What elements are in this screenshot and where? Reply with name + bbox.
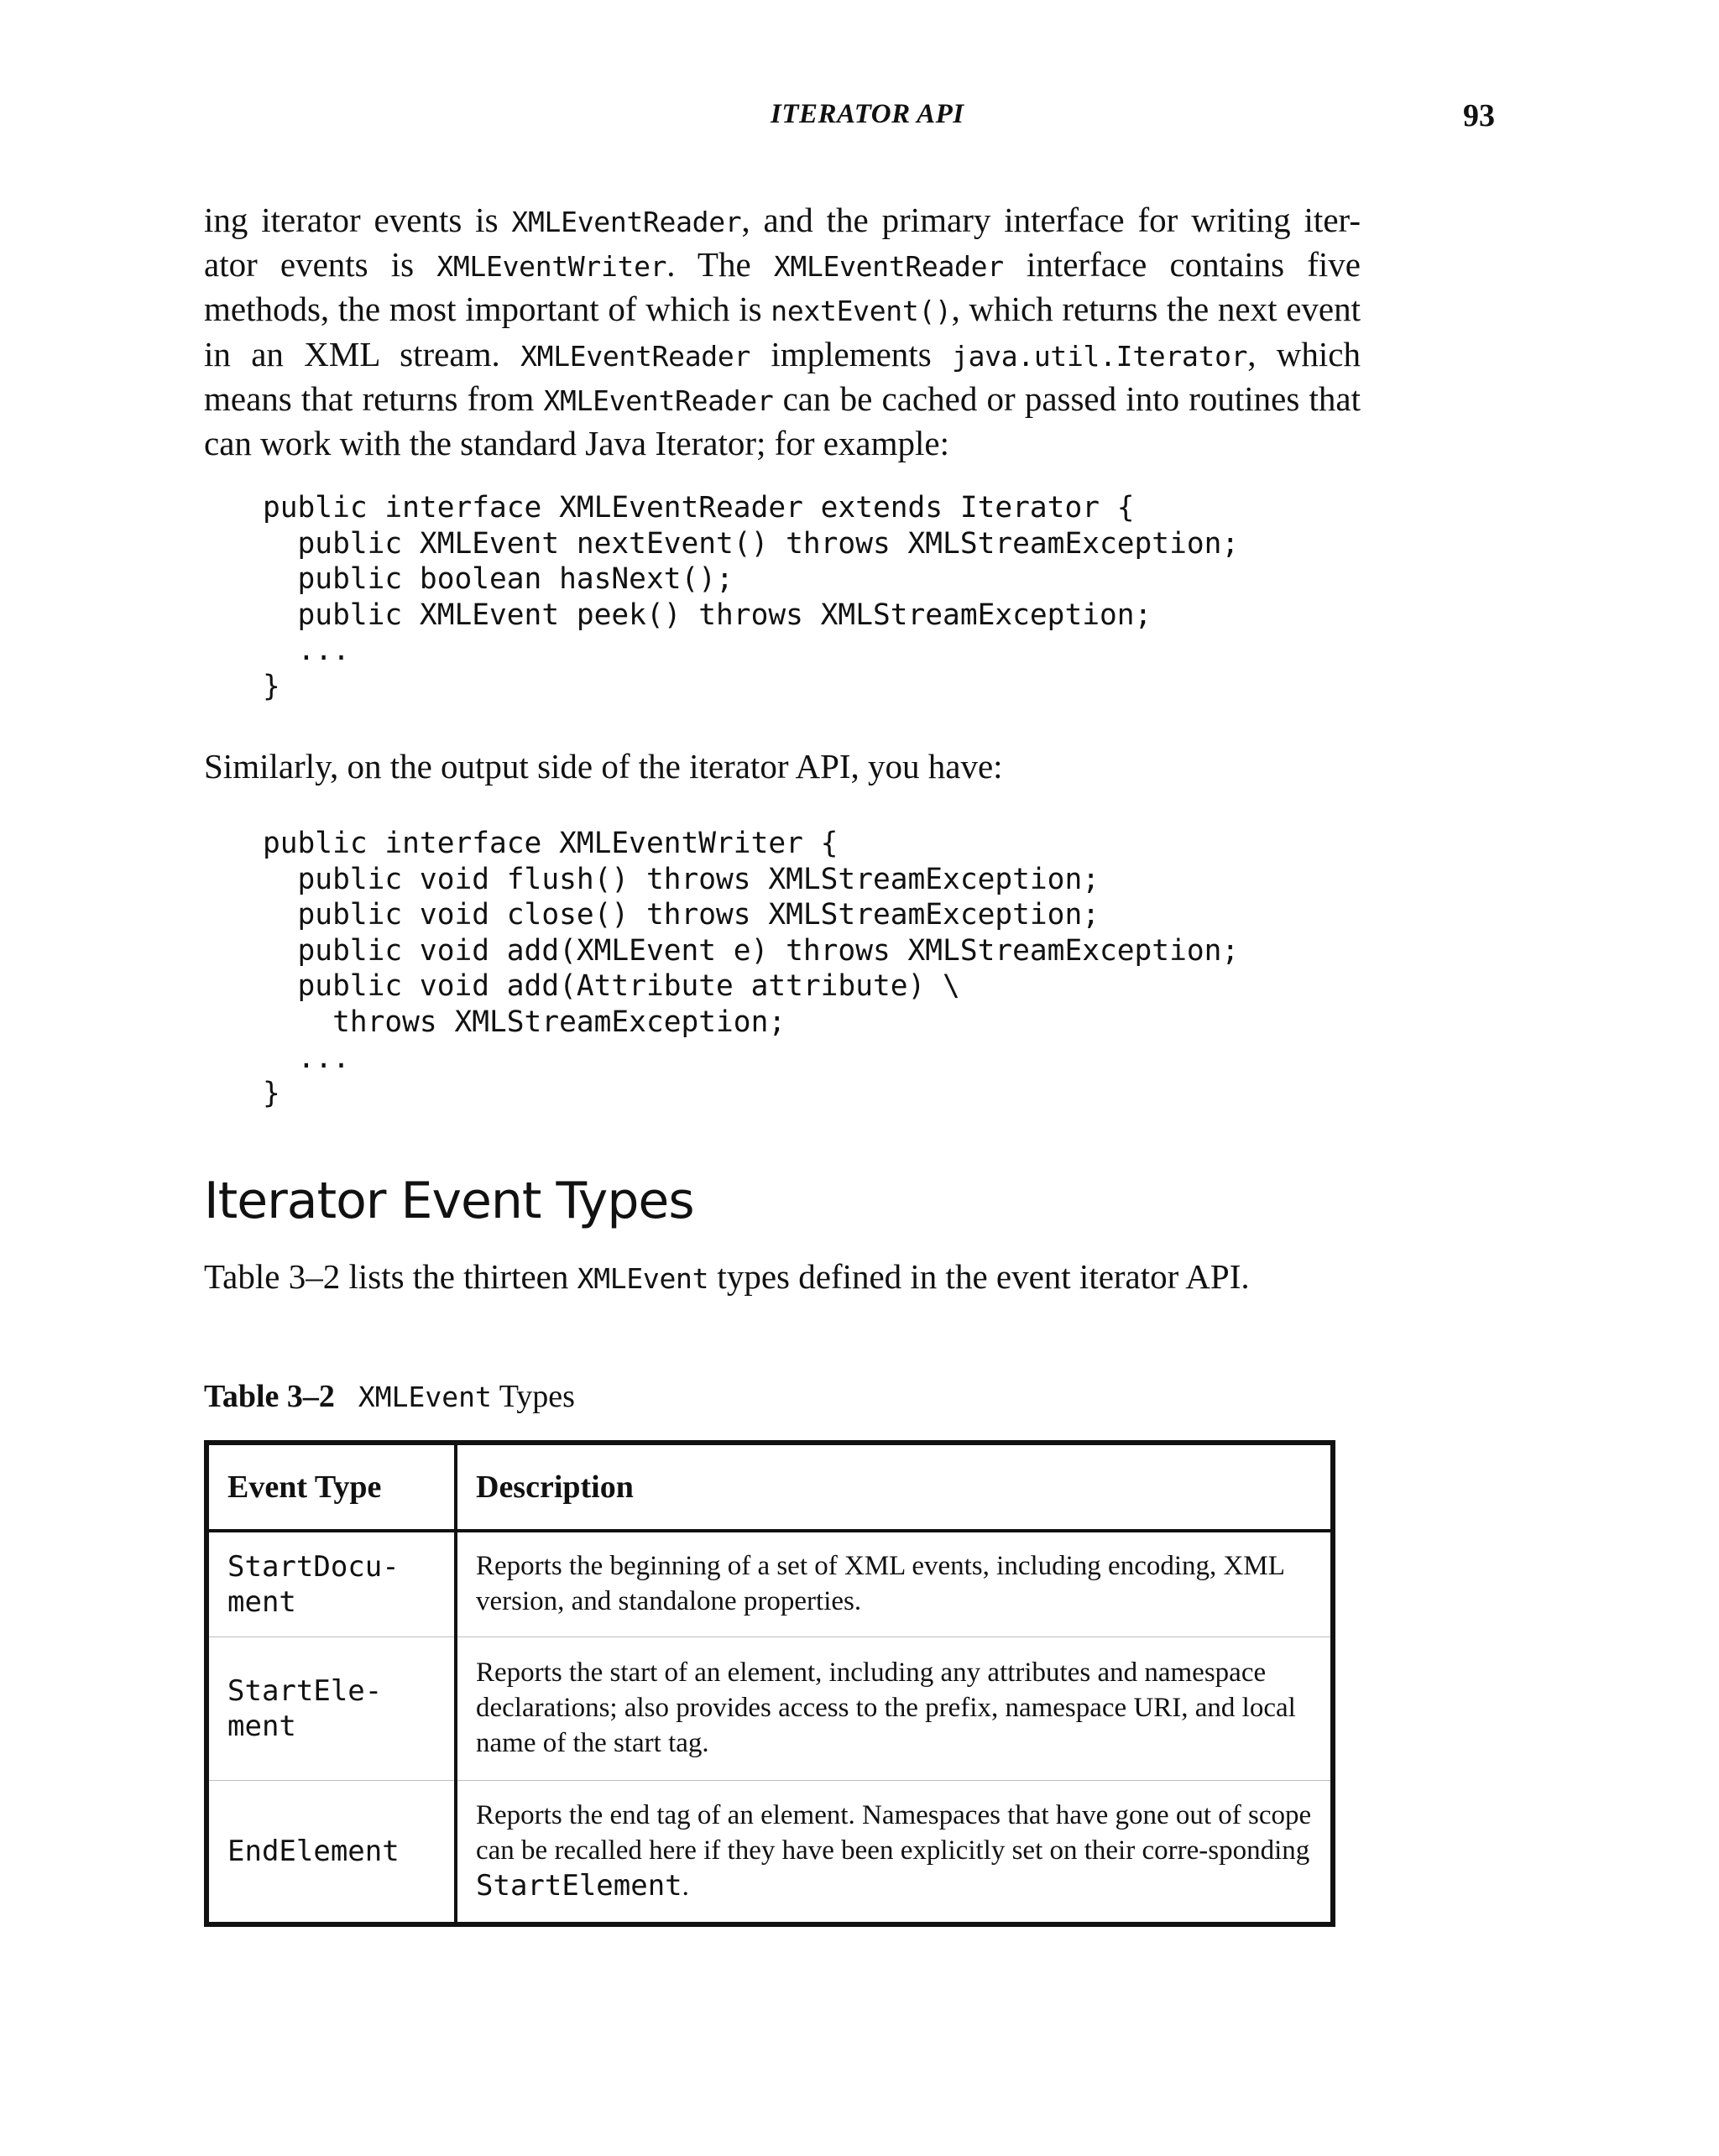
event-type-line: ment xyxy=(227,1710,296,1743)
table-row xyxy=(206,1781,1333,1925)
event-types-table xyxy=(204,1440,1335,1927)
text-span: types defined in the event iterator API. xyxy=(708,1257,1250,1296)
inline-code: StartElement xyxy=(476,1868,682,1903)
text-span: Table 3–2 lists the thirteen xyxy=(204,1257,577,1296)
event-type-line: ment xyxy=(227,1585,296,1619)
table-header-row xyxy=(206,1443,1333,1531)
table-caption-number: Table 3–2 xyxy=(204,1379,335,1414)
text-span: . The xyxy=(666,245,774,285)
column-header-event-type: Event Type xyxy=(206,1443,456,1531)
text-span: interface contains five methods, the most important of which is xyxy=(204,245,1361,329)
table-caption xyxy=(204,1378,575,1415)
description-text: Reports the end tag of an element. Namespaces that have gone out of scope can be recalled here if they have been explicitly set on their corre-sponding xyxy=(476,1799,1312,1866)
inline-code: XMLEventReader xyxy=(520,339,751,373)
code-block-event-reader: public interface XMLEventReader extends Iterator { public XMLEvent nextEvent() throws XMLStreamException; public boolean hasNext(); public XMLEvent peek() throws XMLStreamException; ... } xyxy=(263,491,1240,703)
table-caption-text: Types xyxy=(491,1379,575,1414)
section-intro-paragraph xyxy=(204,1255,1361,1300)
column-header-description: Description xyxy=(456,1443,1333,1531)
table-row xyxy=(206,1531,1333,1637)
running-head: ITERATOR API xyxy=(771,99,964,129)
description-cell xyxy=(456,1781,1333,1925)
output-side-paragraph: Similarly, on the output side of the iterator API, you have: xyxy=(204,747,1003,786)
text-span: ing iterator events is xyxy=(204,201,512,239)
text-span: , which returns the next event in an XML stream. xyxy=(204,290,1361,373)
table-caption-code: XMLEvent xyxy=(358,1381,492,1413)
inline-code: nextEvent() xyxy=(771,295,952,328)
inline-code: XMLEventReader xyxy=(543,384,774,417)
inline-code: XMLEventReader xyxy=(773,250,1004,284)
event-type-cell: EndElement xyxy=(206,1781,456,1925)
description-cell: Reports the start of an element, including any attributes and namespace declarations; also provides access to the prefix, namespace URI, and local name of the start tag. xyxy=(456,1637,1333,1781)
inline-code: XMLEvent xyxy=(577,1262,709,1295)
page-number: 93 xyxy=(1463,98,1495,133)
section-heading: Iterator Event Types xyxy=(204,1172,694,1230)
code-block-event-writer: public interface XMLEventWriter { public void flush() throws XMLStreamException; public void close() throws XMLStreamException; public void add(XMLEvent e) throws XMLStreamException; public void add(Attribute attribute) \ throws XMLStreamException; ... } xyxy=(263,827,1240,1111)
text-span: can be cached or passed into routines that can work with the standard Java Iterator; for example: xyxy=(204,378,1361,463)
text-span: implements xyxy=(750,334,952,373)
event-type-line: StartDocu- xyxy=(227,1550,400,1584)
description-cell: Reports the beginning of a set of XML events, including encoding, XML version, and standalone properties. xyxy=(456,1531,1333,1637)
table-row xyxy=(206,1637,1333,1781)
intro-paragraph xyxy=(204,199,1361,464)
inline-code: XMLEventWriter xyxy=(436,250,667,284)
event-type-cell xyxy=(206,1637,456,1781)
text-span: , which means that returns from xyxy=(204,334,1361,418)
inline-code: java.util.Iterator xyxy=(952,339,1248,373)
inline-code: XMLEventReader xyxy=(511,206,742,238)
description-text: . xyxy=(682,1871,689,1902)
event-type-line: StartEle- xyxy=(227,1674,383,1708)
text-span: , and the primary interface for writing iter-ator events is xyxy=(204,201,1361,285)
event-type-cell xyxy=(206,1531,456,1637)
